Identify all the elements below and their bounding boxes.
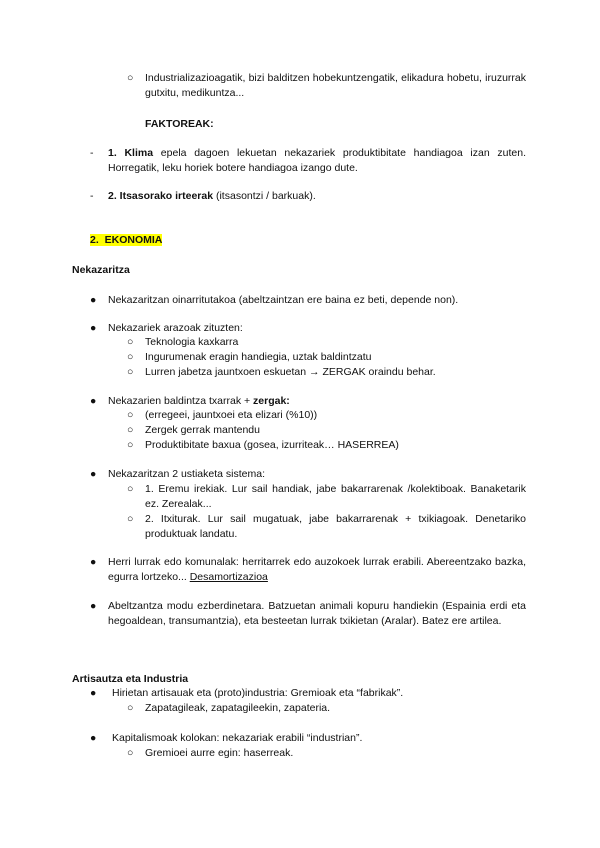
artisautza-p2-sub: Gremioei aurre egin: haserreak. xyxy=(145,747,294,759)
nekazaritza-p3-sub: (erregeei, jauntxoei eta elizari (%10)) xyxy=(145,409,318,421)
sub-bullet: ○ xyxy=(127,702,134,714)
artisautza-heading: Artisautza eta Industria xyxy=(72,673,189,685)
nekazaritza-p4: Nekazaritzan 2 ustiaketa sistema: xyxy=(108,468,265,480)
faktore-item-itsaso xyxy=(108,189,526,204)
nekazaritza-heading: Nekazaritza xyxy=(72,264,130,276)
nekazaritza-p5 xyxy=(108,555,526,585)
faktore-bold: 1. Klima xyxy=(108,147,154,159)
top-sub-item-text: Industrializazioagatik, bizi balditzen hobekuntzengatik, elikadura hobetu, iruzurrak gutxitu, medikuntza... xyxy=(145,72,526,99)
artisautza-p2: Kapitalismoak kolokan: nekazariak erabili “industrian”. xyxy=(112,732,363,744)
sub-bullet: ○ xyxy=(127,366,134,378)
sub-bullet: ○ xyxy=(127,424,134,436)
desamortizazioa-link[interactable]: Desamortizazioa xyxy=(189,571,268,583)
nekazaritza-p2: Nekazariek arazoak zituzten: xyxy=(108,322,243,334)
bullet: ● xyxy=(90,687,97,699)
dash-bullet: - xyxy=(90,147,94,159)
bullet: ● xyxy=(90,395,97,407)
dash-bullet: - xyxy=(90,190,94,202)
nekazaritza-p6: Abeltzantza modu ezberdinetara. Batzuetan animali kopuru handiekin (Espainia erdi eta hegoaldean, transumantzia), eta besteetan lurrak txikietan (Aralar). Batez ere artilea. xyxy=(108,600,526,627)
p5-text: Herri lurrak edo komunalak: herritarrek edo auzokoek lurrak erabili. Abereentzako bazka, egurra lortzeko... xyxy=(108,556,526,583)
bullet: ● xyxy=(90,600,97,612)
sub-bullet: ○ xyxy=(127,439,134,451)
nekazaritza-p1: Nekazaritzan oinarritutakoa (abeltzaintzan ere baina ez beti, depende non). xyxy=(108,294,459,306)
artisautza-p1: Hirietan artisauak eta (proto)industria: Gremioak eta “fabrikak”. xyxy=(112,687,404,699)
sub-bullet: ○ xyxy=(127,72,134,84)
sub-bullet: ○ xyxy=(127,513,134,525)
artisautza-p1-sub: Zapatagileak, zapatagileekin, zapateria. xyxy=(145,702,331,714)
p3-bold: zergak: xyxy=(253,395,290,407)
nekazaritza-p3-sub: Produktibitate baxua (gosea, izurriteak… HASERREA) xyxy=(145,439,399,451)
nekazaritza-p3 xyxy=(108,394,290,409)
bullet: ● xyxy=(90,556,97,568)
sub-bullet: ○ xyxy=(127,409,134,421)
faktore-bold: 2. Itsasorako irteerak xyxy=(108,190,214,202)
section-heading-ekonomia xyxy=(90,233,162,248)
bullet: ● xyxy=(90,732,97,744)
sub-bullet: ○ xyxy=(127,336,134,348)
bullet: ● xyxy=(90,294,97,306)
section-title: EKONOMIA xyxy=(104,234,163,246)
sub-bullet: ○ xyxy=(127,747,134,759)
nekazaritza-p4-sub: 2. Itxiturak. Lur sail mugatuak, jabe bakarrarenak + txikiagoak. Denetariko produktuak landatu. xyxy=(145,513,526,540)
sub-bullet: ○ xyxy=(127,483,134,495)
faktore-text: (itsasontzi / barkuak). xyxy=(213,190,316,202)
bullet: ● xyxy=(90,468,97,480)
faktore-item-klima xyxy=(108,146,526,176)
nekazaritza-p2-sub: Ingurumenak eragin handiegia, uztak baldintzatu xyxy=(145,351,372,363)
nekazaritza-p2-sub: Lurren jabetza jauntxoen eskuetan → ZERGAK oraindu behar. xyxy=(145,366,436,378)
nekazaritza-p2-sub: Teknologia kaxkarra xyxy=(145,336,239,348)
faktore-text: epela dagoen lekuetan nekazariek produktibitate handiagoa izan zuten. Horregatik, leku horiek botere handiagoa izango dute. xyxy=(108,147,526,174)
nekazaritza-p3-sub: Zergek gerrak mantendu xyxy=(145,424,260,436)
bullet: ● xyxy=(90,322,97,334)
sub-bullet: ○ xyxy=(127,351,134,363)
faktoreak-title: FAKTOREAK: xyxy=(145,118,214,130)
section-number: 2. xyxy=(90,234,99,246)
nekazaritza-p4-sub: 1. Eremu irekiak. Lur sail handiak, jabe bakarrarenak /kolektiboak. Banaketarik ez. Zerealak... xyxy=(145,483,526,510)
p3-text: Nekazarien baldintza txarrak + xyxy=(108,395,254,407)
